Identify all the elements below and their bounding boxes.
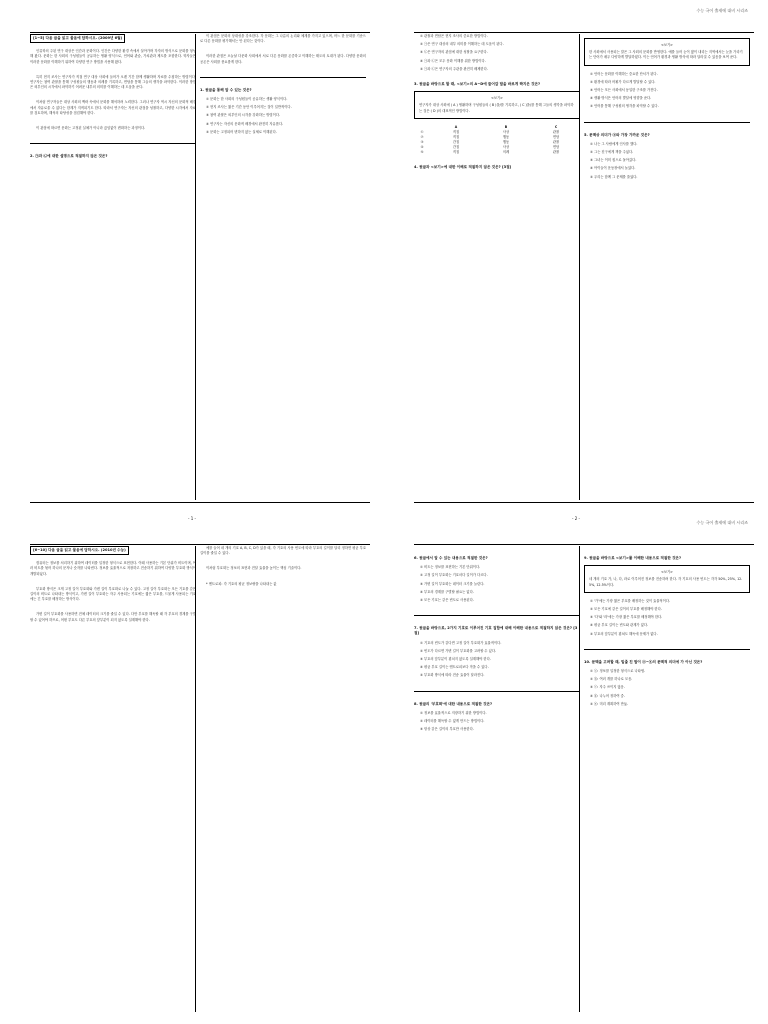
answer-option: ⑤ 우리는 함께 그 문제를 풀었다. <box>590 174 638 179</box>
answer-option: ⑤ 언어를 통해 구성원의 생각을 파악할 수 있다. <box>590 104 659 109</box>
answer-option: ① 기호의 빈도가 같다면 고정 길이 부호화가 효율적이다. <box>420 640 502 645</box>
passage-paragraph: 부호화 방식은 크게 고정 길이 부호화와 가변 길이 부호화로 나눌 수 있다. 고정 길이 부호화는 모든 기호를 같은 길이의 비트로 나타내는 방식이고, 가변 길이 부호화는 자주 사용되는 기호에는 짧은 부호를, 드물게 사용되는 기호에는 긴 부호를 배정하는 방식이다. <box>30 586 196 602</box>
answer-option: ③ 가변 길이 부호화는 데이터 크기를 늘린다. <box>420 581 485 586</box>
answer-option: ② 그는 친구에게 책을 주었다. <box>590 150 634 155</box>
answer-option: ② 모든 기호에 같은 길이의 부호를 배정해야 한다. <box>590 607 662 612</box>
table-cell: 사상 <box>502 129 510 134</box>
page-1 <box>0 0 384 512</box>
passage-paragraph: 인류학의 주된 연구 대상은 인간과 문화이다. 인간은 다양한 환경 속에서 살아가며 각자의 방식으로 문화를 형성해 왔다. 문화는 한 사회의 구성원들이 공유하는 생활 양식으로, 언어와 관습, 가치관과 제도를 포함한다. 학자들은 이러한 문화를 이해하기 위하여 다양한 연구 방법을 사용해 왔다. <box>30 49 196 64</box>
answer-option: ② ⓑ: 여러 개를 하나로 모음. <box>590 677 633 682</box>
box-title: <보기> <box>661 43 673 47</box>
page-3 <box>0 512 384 1024</box>
question-7: 7. 윗글을 바탕으로, 2가지 기호로 이루어진 기호 집합에 대해 이해한 내용으로 적절하지 않은 것은? [3점] <box>414 626 578 636</box>
passage-paragraph: 가변 길이 부호화를 사용하면 전체 데이터의 크기를 줄일 수 있다. 다만 부호를 해독할 때 각 부호의 경계를 구별할 수 있어야 하므로, 어떤 부호도 다른 부호의 앞부분이 되지 않도록 설계해야 한다. <box>30 612 196 622</box>
answer-option: ⑤ 부호의 앞부분이 겹쳐도 해독에 문제가 없다. <box>590 631 658 636</box>
answer-option: ⑤ 문화는 고정되어 변하지 않는 실체로 이해된다. <box>206 129 277 134</box>
question-4: 4. 윗글과 <보기>에 대한 이해로 적절하지 않은 것은? [3점] <box>414 164 512 169</box>
answer-option: ⑤ ⓔ: 미리 계획하여 만듦. <box>590 701 629 706</box>
box-text: 한 사회에서 사용되는 말은 그 사회의 문화를 반영한다. 예를 들어 눈이 많이 내리는 지역에서는 눈을 가리키는 단어가 매우 다양하게 발달하였다. 이는 언어가 환경과 생활 방식에 따라 달라질 수 있음을 보여 준다. <box>589 50 743 60</box>
question-5: 5. 문맥상 의미가 ⓐ와 가장 가까운 것은? <box>584 132 650 137</box>
answer-option: ① 나는 그 사람에게 인사를 했다. <box>590 141 638 146</box>
section-divider <box>30 143 196 144</box>
answer-option: ① 정보를 효율적으로 저장하기 위한 방법이다. <box>420 710 487 715</box>
answer-option: ③ '다'와 '라'에는 가장 짧은 부호를 배정해야 한다. <box>590 615 663 620</box>
page-4-left-column <box>414 546 580 735</box>
table-cell: 관찰 <box>552 139 560 144</box>
example-box <box>584 38 750 66</box>
question-9: 9. 윗글을 바탕으로 <보기>를 이해한 내용으로 적절한 것은? <box>584 556 682 560</box>
answer-option: ① 관찰과 면담은 현지 조사의 중요한 방법이다. <box>420 34 488 38</box>
answer-option: ⑤ 부호화 방식에 따라 전송 효율이 달라진다. <box>420 673 485 678</box>
table-cell: 직접 <box>452 149 460 154</box>
question-6: 6. 윗글에서 알 수 있는 내용으로 적절한 것은? <box>414 556 488 560</box>
section-divider <box>414 615 580 616</box>
table-cell: 직접 <box>452 134 460 139</box>
page-4 <box>384 512 768 1024</box>
question-2: 2. ㉠과 ㉡에 대한 설명으로 적절하지 않은 것은? <box>30 154 108 159</box>
passage-tag: [1~5] 다음 글을 읽고 물음에 답하시오. (2009년 6월) <box>30 34 125 43</box>
table-cell: ① <box>420 129 424 134</box>
table-header: C <box>554 124 558 129</box>
answer-option: ① '가'에는 가장 짧은 부호를 배정하는 것이 효율적이다. <box>590 598 671 603</box>
page-number: - 2 - <box>572 516 580 521</box>
table-header: B <box>504 124 508 129</box>
table-cell: 면담 <box>552 134 560 139</box>
table-header: A <box>454 124 458 129</box>
page-number: - 1 - <box>188 516 196 521</box>
table-cell: 간접 <box>452 144 460 149</box>
page-2-left-column <box>414 34 580 174</box>
page-3-left-column <box>30 546 196 633</box>
box-text: 연구자가 대상 사회에 ( A ) 생활하며 구성원들의 ( B )을/를 기록하고, ( C )을/를 통해 그들의 생각을 파악하는 것은 ( D )의 대표적인 방법이다. <box>419 103 574 113</box>
table-cell: 관찰 <box>552 149 560 154</box>
page-4-right-column <box>584 546 750 710</box>
page-top-rule <box>414 544 754 545</box>
answer-option: ③ 항상 같은 길이의 부호만 사용한다. <box>420 727 474 732</box>
answer-option: ⑤ ㉠과 ㉡은 연구자의 주관을 완전히 배제한다. <box>420 66 488 71</box>
page-top-rule <box>30 32 370 33</box>
answer-option: ② 빈도가 다르면 가변 길이 부호화를 고려할 수 있다. <box>420 648 497 653</box>
table-cell: ⑤ <box>420 149 424 154</box>
passage-paragraph: 이처럼 연구자들은 대상 사회의 맥락 속에서 문화를 해석하려 노력한다. 그러나 연구자 역시 자신의 문화적 배경에서 자유로울 수 없다는 한계가 지적되기도 한다. 따라서 연구자는 자신의 관점을 성찰하고, 다양한 시각에서 자료를 검토하며, 해석의 타당성을 점검해야 한다. <box>30 100 196 115</box>
answer-option: ④ ⓓ: 나누어 정하여 줌. <box>590 693 625 698</box>
page-top-rule <box>414 32 754 33</box>
page-header: 수능 국어 출제에 대비 시리즈 <box>696 8 748 13</box>
passage-paragraph: 이 관점에 따르면 문화는 고정된 실체가 아니라 끊임없이 변화하는 과정이다. <box>36 126 146 131</box>
box-title: <보기> <box>491 96 503 101</box>
box-title: <보기> <box>661 570 673 575</box>
example-box <box>414 91 580 119</box>
answer-option: ③ 부호의 앞부분이 겹치지 않도록 설계해야 한다. <box>420 657 491 662</box>
table-cell: 사상 <box>502 144 510 149</box>
table-cell: ③ <box>420 139 424 144</box>
answer-option: ③ ⓒ: 자주 쓰이지 않음. <box>590 685 625 690</box>
answer-option: ④ 평균 부호 길이는 빈도와 관계가 없다. <box>590 623 649 628</box>
answer-option: ④ 연구자는 자신의 문화적 배경에서 완전히 자유롭다. <box>206 121 284 126</box>
answer-option: ③ 참여 관찰은 외부인의 시각을 강화하는 방법이다. <box>206 113 280 118</box>
table-cell: 직접 <box>452 129 460 134</box>
passage-paragraph: 이처럼 부호화는 정보의 표현과 전달 효율을 높이는 핵심 기술이다. <box>206 566 302 571</box>
answer-option: ③ 언어는 모든 사회에서 동일한 구조를 가진다. <box>590 88 658 93</box>
page-bottom-rule <box>414 502 754 503</box>
table-cell: 관찰 <box>552 129 560 134</box>
passage-paragraph: 예를 들어 네 개의 기호 A, B, C, D가 있을 때, 각 기호의 사용 빈도에 따라 부호의 길이를 달리 정하면 평균 부호 길이를 줄일 수 있다. <box>200 546 366 556</box>
table-cell: 행동 <box>502 134 510 139</box>
answer-option: ① 언어는 문화를 이해하는 중요한 단서가 된다. <box>590 71 658 76</box>
page-2-right-column <box>584 34 750 183</box>
page-top-rule <box>30 544 370 545</box>
answer-option: ③ 그녀는 이미 집으로 돌아갔다. <box>590 158 637 163</box>
table-cell: 간접 <box>452 139 460 144</box>
section-divider <box>584 649 750 650</box>
answer-option: ① 비트는 정보를 표현하는 기본 단위이다. <box>420 565 481 570</box>
passage-tag: [6~10] 다음 글을 읽고 물음에 답하시오. (2010년 수능) <box>30 546 129 555</box>
answer-option: ① ⓐ: 정보를 일정한 형식으로 나타냄. <box>590 669 646 674</box>
answer-option: ② 현지 조사는 짧은 기간 동안 이루어지는 것이 일반적이다. <box>206 105 292 110</box>
answer-option: ② ㉠은 연구 대상의 내부 의미를 이해하는 데 도움이 된다. <box>420 42 504 47</box>
page-1-right-column <box>200 34 366 138</box>
section-divider <box>584 122 750 123</box>
passage-paragraph: 컴퓨터는 정보를 처리하기 위하여 데이터를 일정한 형식으로 표현한다. 이때 사용하는 기본 단위가 비트이며, 여러 비트를 묶어 하나의 문자나 숫자를 나타낸다. 정보를 효율적으로 저장하고 전송하기 위하여 다양한 부호화 방식이 개발되었다. <box>30 561 196 576</box>
answer-option: ② 데이터를 해독할 수 없게 만드는 방법이다. <box>420 719 485 724</box>
footnote: * 엔트로피: 각 기호의 평균 정보량을 나타내는 값 <box>206 581 277 586</box>
section-divider <box>200 77 366 78</box>
table-cell: ④ <box>420 144 424 149</box>
answer-option: ③ ㉡은 연구자의 관점에 대한 성찰을 요구한다. <box>420 50 488 55</box>
passage-paragraph: 이 관점은 문화의 상대성을 강조한다. 각 문화는 그 나름의 논리와 체계를 가지고 있으며, 어느 한 문화를 기준으로 다른 문화를 평가해서는 안 된다는 것이다. <box>200 34 366 44</box>
answer-option: ① 문화는 한 사회의 구성원들이 공유하는 생활 양식이다. <box>206 97 288 102</box>
answer-table <box>414 125 580 155</box>
question-8: 8. 윗글의 '부호화'에 대한 내용으로 적절한 것은? <box>414 701 493 706</box>
answer-option: ⑤ 모든 기호는 같은 빈도로 사용된다. <box>420 598 474 603</box>
passage-paragraph: 특히 현지 조사는 연구자가 직접 연구 대상 사회에 들어가 오랜 기간 함께 생활하며 자료를 수집하는 방법이다. 연구자는 참여 관찰을 통해 구성원들의 행동과 의례를 기록하고, 면담을 통해 그들의 생각을 파악한다. 이러한 방법은 외부인의 시각에서 파악하기 어려운 내부의 의미를 이해하는 데 도움을 준다. <box>30 74 196 90</box>
page-3-right-column <box>200 546 366 590</box>
section-divider <box>414 691 580 692</box>
box-text: 네 개의 기호 가, 나, 다, 라로 이루어진 정보를 전송하려 한다. 각 기호의 사용 빈도는 각각 50%, 25%, 12.5%, 12.5%이다. <box>589 577 743 587</box>
table-cell: 면담 <box>552 144 560 149</box>
page-2 <box>384 0 768 512</box>
table-cell: 행동 <box>502 139 510 144</box>
question-10: 10. 문맥을 고려할 때, 밑줄 친 말이 ⓐ~ⓔ의 문맥적 의미에 가 아닌 것은? <box>584 659 703 664</box>
passage-paragraph: 이러한 관점은 오늘날 다문화 사회에서 서로 다른 문화를 존중하고 이해하는 태도의 토대가 된다. 다양한 문화의 공존은 사회를 풍요롭게 한다. <box>200 54 366 64</box>
page-bottom-rule <box>30 502 370 503</box>
question-1: 1. 윗글을 통해 알 수 있는 것은? <box>200 87 252 92</box>
answer-option: ② 환경에 따라 어휘가 다르게 발달할 수 있다. <box>590 79 656 84</box>
answer-option: ④ ㉠과 ㉡은 모두 문화 이해를 위한 방법이다. <box>420 58 486 63</box>
page-header: 수능 국어 출제에 대비 시리즈 <box>696 520 748 525</box>
page-1-left-column <box>30 34 196 163</box>
table-cell: 의례 <box>502 149 510 154</box>
answer-option: ④ 부호의 경계를 구별할 필요는 없다. <box>420 589 474 594</box>
answer-option: ② 고정 길이 부호화는 기호마다 길이가 다르다. <box>420 573 488 578</box>
example-box <box>584 565 750 593</box>
answer-option: ④ 생활 방식은 언어의 발달에 영향을 준다. <box>590 96 652 101</box>
answer-option: ④ 평균 부호 길이는 엔트로피보다 작을 수 있다. <box>420 665 489 670</box>
table-cell: ② <box>420 134 424 139</box>
question-3: 3. 윗글을 바탕으로 할 때, <보기>의 A~D에 들어갈 말을 바르게 짝지은 것은? <box>414 82 541 87</box>
answer-option: ④ 아이들이 운동장에서 놀았다. <box>590 166 636 171</box>
